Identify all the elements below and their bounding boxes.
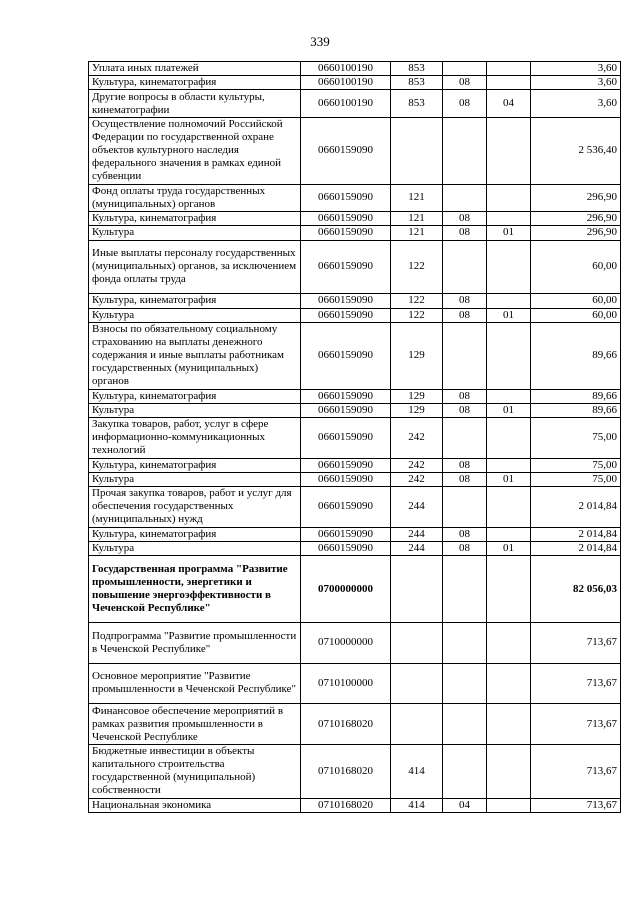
subsection-code-cell xyxy=(487,212,531,226)
expense-type-code-cell: 244 xyxy=(391,541,443,555)
section-code-cell xyxy=(443,184,487,211)
item-name-cell: Уплата иных платежей xyxy=(89,62,301,76)
table-row xyxy=(89,212,621,226)
table-row xyxy=(89,76,621,90)
subsection-code-cell xyxy=(487,527,531,541)
subsection-code-cell: 01 xyxy=(487,308,531,322)
table-row xyxy=(89,418,621,459)
table-row xyxy=(89,527,621,541)
table-row xyxy=(89,541,621,555)
expense-type-code-cell: 242 xyxy=(391,458,443,472)
section-code-cell xyxy=(443,418,487,459)
amount-cell: 75,00 xyxy=(531,458,621,472)
subsection-code-cell xyxy=(487,184,531,211)
item-name-cell: Культура xyxy=(89,403,301,417)
target-article-code-cell: 0660159090 xyxy=(301,403,391,417)
budget-table xyxy=(88,61,621,813)
section-code-cell xyxy=(443,623,487,664)
subsection-code-cell xyxy=(487,62,531,76)
amount-cell: 89,66 xyxy=(531,322,621,389)
table-row xyxy=(89,798,621,812)
amount-cell: 2 014,84 xyxy=(531,487,621,528)
target-article-code-cell: 0710100000 xyxy=(301,663,391,704)
expense-type-code-cell: 414 xyxy=(391,798,443,812)
amount-cell: 2 014,84 xyxy=(531,541,621,555)
amount-cell: 713,67 xyxy=(531,798,621,812)
amount-cell: 713,67 xyxy=(531,663,621,704)
item-name-cell: Культура xyxy=(89,472,301,486)
table-row xyxy=(89,308,621,322)
page-number: 339 xyxy=(310,34,330,49)
target-article-code-cell: 0710000000 xyxy=(301,623,391,664)
subsection-code-cell xyxy=(487,663,531,704)
amount-cell: 3,60 xyxy=(531,90,621,117)
subsection-code-cell xyxy=(487,798,531,812)
section-code-cell: 08 xyxy=(443,212,487,226)
target-article-code-cell: 0660159090 xyxy=(301,294,391,308)
expense-type-code-cell xyxy=(391,623,443,664)
subsection-code-cell xyxy=(487,117,531,184)
expense-type-code-cell: 244 xyxy=(391,527,443,541)
expense-type-code-cell: 129 xyxy=(391,322,443,389)
expense-type-code-cell: 244 xyxy=(391,487,443,528)
item-name-cell: Государственная программа "Развитие промышленности, энергетики и повышение энергоэффективности в Чеченской Республике" xyxy=(89,556,301,623)
amount-cell: 296,90 xyxy=(531,226,621,240)
subsection-code-cell xyxy=(487,744,531,798)
subsection-code-cell: 04 xyxy=(487,90,531,117)
section-code-cell: 08 xyxy=(443,527,487,541)
expense-type-code-cell: 129 xyxy=(391,389,443,403)
item-name-cell: Другие вопросы в области культуры, кинематографии xyxy=(89,90,301,117)
amount-cell: 713,67 xyxy=(531,744,621,798)
expense-type-code-cell xyxy=(391,117,443,184)
item-name-cell: Культура, кинематография xyxy=(89,212,301,226)
amount-cell: 296,90 xyxy=(531,212,621,226)
target-article-code-cell: 0660159090 xyxy=(301,418,391,459)
target-article-code-cell: 0660159090 xyxy=(301,487,391,528)
expense-type-code-cell: 853 xyxy=(391,90,443,117)
target-article-code-cell: 0660159090 xyxy=(301,472,391,486)
target-article-code-cell: 0660159090 xyxy=(301,541,391,555)
section-code-cell xyxy=(443,322,487,389)
section-code-cell: 08 xyxy=(443,294,487,308)
target-article-code-cell: 0660159090 xyxy=(301,527,391,541)
expense-type-code-cell: 121 xyxy=(391,212,443,226)
table-row xyxy=(89,322,621,389)
item-name-cell: Национальная экономика xyxy=(89,798,301,812)
expense-type-code-cell xyxy=(391,556,443,623)
expense-type-code-cell: 121 xyxy=(391,226,443,240)
section-code-cell xyxy=(443,556,487,623)
target-article-code-cell: 0700000000 xyxy=(301,556,391,623)
table-row xyxy=(89,556,621,623)
subsection-code-cell: 01 xyxy=(487,226,531,240)
item-name-cell: Подпрограмма "Развитие промышленности в Чеченской Республике" xyxy=(89,623,301,664)
section-code-cell xyxy=(443,117,487,184)
section-code-cell: 08 xyxy=(443,308,487,322)
amount-cell: 75,00 xyxy=(531,418,621,459)
target-article-code-cell: 0660159090 xyxy=(301,212,391,226)
item-name-cell: Иные выплаты персоналу государственных (муниципальных) органов, за исключением фонда оплаты труда xyxy=(89,240,301,294)
subsection-code-cell xyxy=(487,389,531,403)
section-code-cell: 08 xyxy=(443,541,487,555)
expense-type-code-cell: 414 xyxy=(391,744,443,798)
item-name-cell: Взносы по обязательному социальному страхованию на выплаты денежного содержания и иные выплаты работникам государственных (муниципальных) органов xyxy=(89,322,301,389)
section-code-cell xyxy=(443,704,487,745)
target-article-code-cell: 0660159090 xyxy=(301,458,391,472)
item-name-cell: Культура, кинематография xyxy=(89,389,301,403)
item-name-cell: Финансовое обеспечение мероприятий в рамках развития промышленности в Чеченской Республике xyxy=(89,704,301,745)
amount-cell: 60,00 xyxy=(531,308,621,322)
amount-cell: 2 014,84 xyxy=(531,527,621,541)
table-row xyxy=(89,403,621,417)
section-code-cell: 08 xyxy=(443,389,487,403)
target-article-code-cell: 0710168020 xyxy=(301,704,391,745)
amount-cell: 713,67 xyxy=(531,704,621,745)
section-code-cell: 08 xyxy=(443,472,487,486)
item-name-cell: Бюджетные инвестиции в объекты капитального строительства государственной (муниципальной) собственности xyxy=(89,744,301,798)
budget-table-body xyxy=(89,62,621,813)
amount-cell: 296,90 xyxy=(531,184,621,211)
subsection-code-cell xyxy=(487,322,531,389)
subsection-code-cell: 01 xyxy=(487,541,531,555)
amount-cell: 3,60 xyxy=(531,76,621,90)
amount-cell: 82 056,03 xyxy=(531,556,621,623)
table-row xyxy=(89,226,621,240)
table-row xyxy=(89,240,621,294)
table-row xyxy=(89,704,621,745)
target-article-code-cell: 0660159090 xyxy=(301,322,391,389)
expense-type-code-cell: 121 xyxy=(391,184,443,211)
target-article-code-cell: 0660159090 xyxy=(301,389,391,403)
subsection-code-cell xyxy=(487,240,531,294)
subsection-code-cell xyxy=(487,294,531,308)
table-row xyxy=(89,663,621,704)
amount-cell: 713,67 xyxy=(531,623,621,664)
expense-type-code-cell: 122 xyxy=(391,308,443,322)
item-name-cell: Культура, кинематография xyxy=(89,458,301,472)
table-row xyxy=(89,744,621,798)
amount-cell: 89,66 xyxy=(531,389,621,403)
amount-cell: 2 536,40 xyxy=(531,117,621,184)
expense-type-code-cell: 853 xyxy=(391,62,443,76)
table-row xyxy=(89,472,621,486)
target-article-code-cell: 0710168020 xyxy=(301,744,391,798)
expense-type-code-cell: 853 xyxy=(391,76,443,90)
section-code-cell: 08 xyxy=(443,76,487,90)
section-code-cell: 08 xyxy=(443,226,487,240)
section-code-cell: 08 xyxy=(443,403,487,417)
amount-cell: 3,60 xyxy=(531,62,621,76)
target-article-code-cell: 0660159090 xyxy=(301,184,391,211)
section-code-cell xyxy=(443,663,487,704)
item-name-cell: Осуществление полномочий Российской Федерации по государственной охране объектов культурного наследия федерального значения в рамках единой субвенции xyxy=(89,117,301,184)
amount-cell: 60,00 xyxy=(531,240,621,294)
section-code-cell xyxy=(443,744,487,798)
section-code-cell: 08 xyxy=(443,90,487,117)
section-code-cell xyxy=(443,487,487,528)
expense-type-code-cell: 242 xyxy=(391,472,443,486)
item-name-cell: Прочая закупка товаров, работ и услуг для обеспечения государственных (муниципальных) нужд xyxy=(89,487,301,528)
table-row xyxy=(89,623,621,664)
expense-type-code-cell: 129 xyxy=(391,403,443,417)
table-row xyxy=(89,184,621,211)
table-row xyxy=(89,487,621,528)
expense-type-code-cell: 242 xyxy=(391,418,443,459)
subsection-code-cell xyxy=(487,623,531,664)
table-row xyxy=(89,62,621,76)
table-row xyxy=(89,90,621,117)
expense-type-code-cell xyxy=(391,704,443,745)
target-article-code-cell: 0660159090 xyxy=(301,308,391,322)
subsection-code-cell xyxy=(487,487,531,528)
section-code-cell xyxy=(443,240,487,294)
target-article-code-cell: 0660100190 xyxy=(301,76,391,90)
amount-cell: 60,00 xyxy=(531,294,621,308)
item-name-cell: Закупка товаров, работ, услуг в сфере информационно-коммуникационных технологий xyxy=(89,418,301,459)
item-name-cell: Культура xyxy=(89,226,301,240)
item-name-cell: Фонд оплаты труда государственных (муниципальных) органов xyxy=(89,184,301,211)
item-name-cell: Основное мероприятие "Развитие промышленности в Чеченской Республике" xyxy=(89,663,301,704)
table-row xyxy=(89,294,621,308)
item-name-cell: Культура xyxy=(89,308,301,322)
target-article-code-cell: 0660100190 xyxy=(301,90,391,117)
subsection-code-cell: 01 xyxy=(487,472,531,486)
table-row xyxy=(89,389,621,403)
section-code-cell: 04 xyxy=(443,798,487,812)
target-article-code-cell: 0660159090 xyxy=(301,117,391,184)
table-row xyxy=(89,458,621,472)
target-article-code-cell: 0710168020 xyxy=(301,798,391,812)
subsection-code-cell xyxy=(487,556,531,623)
target-article-code-cell: 0660159090 xyxy=(301,226,391,240)
expense-type-code-cell: 122 xyxy=(391,240,443,294)
section-code-cell: 08 xyxy=(443,458,487,472)
target-article-code-cell: 0660100190 xyxy=(301,62,391,76)
item-name-cell: Культура, кинематография xyxy=(89,294,301,308)
target-article-code-cell: 0660159090 xyxy=(301,240,391,294)
expense-type-code-cell: 122 xyxy=(391,294,443,308)
subsection-code-cell xyxy=(487,76,531,90)
subsection-code-cell xyxy=(487,704,531,745)
subsection-code-cell xyxy=(487,458,531,472)
amount-cell: 89,66 xyxy=(531,403,621,417)
section-code-cell xyxy=(443,62,487,76)
item-name-cell: Культура, кинематография xyxy=(89,76,301,90)
expense-type-code-cell xyxy=(391,663,443,704)
subsection-code-cell xyxy=(487,418,531,459)
item-name-cell: Культура, кинематография xyxy=(89,527,301,541)
item-name-cell: Культура xyxy=(89,541,301,555)
table-row xyxy=(89,117,621,184)
amount-cell: 75,00 xyxy=(531,472,621,486)
subsection-code-cell: 01 xyxy=(487,403,531,417)
